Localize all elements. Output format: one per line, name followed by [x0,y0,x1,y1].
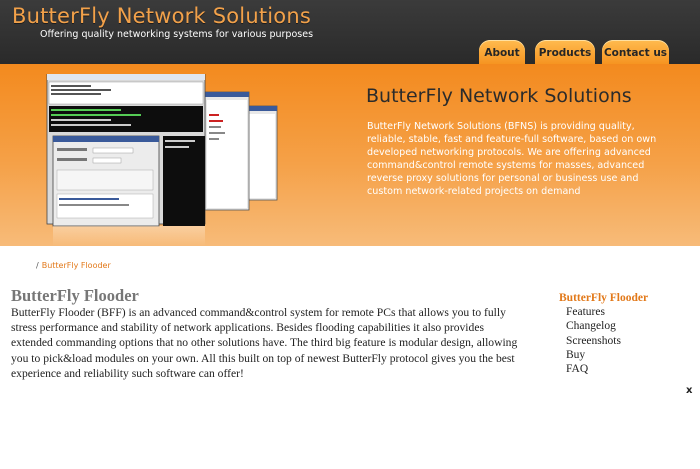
breadcrumb-current[interactable]: ButterFly Flooder [41,261,111,270]
banner-text-line: reverse proxy solutions for personal or business use and [367,173,639,184]
site-header [0,0,700,64]
banner-text-line: ButterFly Network Solutions (BFNS) is providing quality, [367,121,635,132]
site-logo[interactable]: ButterFly Network Solutions [12,4,311,28]
side-menu-item-buy[interactable]: Buy [566,348,586,361]
banner-text-line: custom network-related projects on demand [367,186,581,197]
side-menu-item-changelog[interactable]: Changelog [566,320,616,333]
banner-description [367,120,657,198]
description-line: experience and reliability such software can offer! [11,366,244,380]
page-title: ButterFly Flooder [11,286,139,305]
side-menu-item-features[interactable]: Features [566,306,605,318]
breadcrumb-separator: / [36,261,39,270]
description-line: stress performance and stability of network applications. Besides flooding capabilities it also provides [11,321,484,335]
side-menu-item-faq[interactable]: FAQ [566,363,589,376]
banner-text-line: command&control remote systems for masses, advanced [367,160,645,171]
page-description [11,305,526,381]
close-icon[interactable]: x [686,385,693,396]
side-menu-title[interactable]: ButterFly Flooder [559,292,649,304]
nav-tab-about[interactable]: About [479,40,525,66]
description-line: you to pick&load modules on your own. All this built on top of newest ButterFly protocol gives you the best [11,351,515,365]
banner-title: ButterFly Network Solutions [366,85,632,107]
banner-text-line: reliable, stable, fast and feature-full software, based on own [367,134,657,145]
banner-text-line: developed networking protocols. We are offering advanced [367,147,651,158]
description-line: extended commanding options that no other solutions have. The third big feature is modular design, allowing [11,336,518,350]
description-line: ButterFly Flooder (BFF) is an advanced command&control system for remote PCs that allows you to fully [11,306,506,319]
hero-banner [0,64,700,246]
software-screenshot-image [45,74,285,246]
side-menu [559,292,689,376]
nav-tab-contact-us[interactable]: Contact us [602,40,669,66]
site-tagline: Offering quality networking systems for various purposes [40,29,314,40]
nav-tab-products[interactable]: Products [535,40,595,66]
breadcrumb [36,261,111,270]
side-menu-item-screenshots[interactable]: Screenshots [566,334,621,347]
